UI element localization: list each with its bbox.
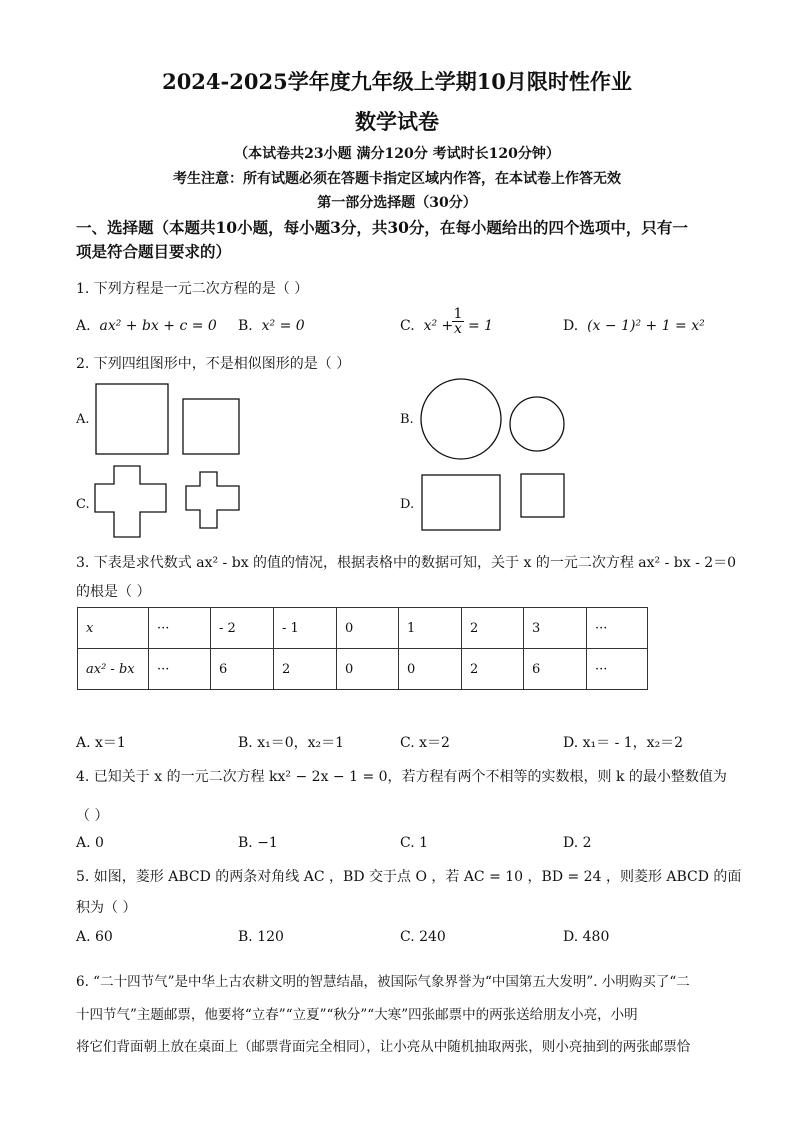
table-cell: 2 xyxy=(462,649,524,690)
q4-stem-line1: 4. 已知关于 x 的一元二次方程 kx² − 2x − 1 = 0，若方程有两个不相等的实数根，则 k 的最小整数值为 xyxy=(76,769,727,785)
q2-label-c: C. xyxy=(76,497,90,512)
rectangle-shape xyxy=(422,475,500,530)
q1-option-b: B. x² = 0 xyxy=(238,318,305,334)
table-cell: ··· xyxy=(149,649,211,690)
q1-option-a: A. ax² + bx + c = 0 xyxy=(76,318,217,334)
q1-option-d: D. (x − 1)² + 1 = x² xyxy=(563,318,705,334)
table-row xyxy=(78,608,648,649)
q2-label-d: D. xyxy=(400,497,415,512)
q5-stem-line2: 积为（ ） xyxy=(76,900,137,916)
q2-stem: 2. 下列四组图形中，不是相似图形的是（ ） xyxy=(76,356,351,372)
section-heading-line2: 项是符合题目要求的） xyxy=(76,242,232,261)
table-cell: ··· xyxy=(587,649,648,690)
q6-stem-line3: 将它们背面朝上放在桌面上（邮票背面完全相同），让小亮从中随机抽取两张，则小亮抽到的两张邮票恰 xyxy=(76,1039,691,1055)
table-cell: 6 xyxy=(524,649,587,690)
section-heading-line1: 一、选择题（本题共10小题，每小题3分，共30分，在每小题给出的四个选项中，只有一 xyxy=(76,218,688,237)
small-square-shape xyxy=(183,399,239,454)
table-cell: 3 xyxy=(524,608,587,649)
q2-label-a: A. xyxy=(76,412,90,427)
q5-option-a: A. 60 xyxy=(76,929,113,945)
table-cell: - 1 xyxy=(274,608,337,649)
q2-figures xyxy=(0,0,794,560)
q3-option-c: C. x＝2 xyxy=(400,735,450,751)
large-circle-shape xyxy=(421,379,501,459)
table-cell: 2 xyxy=(274,649,337,690)
q3-option-b: B. x₁＝0，x₂＝1 xyxy=(238,735,345,751)
large-square-shape xyxy=(96,384,168,454)
table-cell: 0 xyxy=(399,649,462,690)
q5-option-c: C. 240 xyxy=(400,929,446,945)
exam-notice: 考生注意：所有试题必须在答题卡指定区域内作答，在本试卷上作答无效 xyxy=(173,171,621,187)
q1-option-c-fraction: 1 x xyxy=(453,306,463,337)
table-cell: 1 xyxy=(399,608,462,649)
exam-info: （本试卷共23小题 满分120分 考试时长120分钟） xyxy=(234,146,560,162)
q4-option-c: C. 1 xyxy=(400,835,429,851)
q1-option-c: C. x² + xyxy=(400,318,454,334)
table-cell: 6 xyxy=(211,649,274,690)
q1-stem: 1. 下列方程是一元二次方程的是（ ） xyxy=(76,281,309,297)
q4-stem-line2: （ ） xyxy=(76,808,109,824)
q1-option-c-tail: = 1 xyxy=(468,318,494,334)
q3-stem-line1: 3. 下表是求代数式 ax² - bx 的值的情况，根据表格中的数据可知，关于 x 的一元二次方程 ax² - bx - 2＝0 xyxy=(76,555,737,571)
q3-stem-line2: 的根是（ ） xyxy=(76,584,151,600)
table-cell: ··· xyxy=(149,608,211,649)
q6-stem-line2: 十四节气”主题邮票，他要将“立春”“立夏”“秋分”“大寒”四张邮票中的两张送给朋友小亮，小明 xyxy=(76,1007,638,1023)
q3-option-a: A. x＝1 xyxy=(76,735,126,751)
q3-option-d: D. x₁＝ - 1，x₂＝2 xyxy=(563,735,684,751)
q4-option-a: A. 0 xyxy=(76,835,104,851)
exam-title: 2024-2025学年度九年级上学期10月限时性作业 xyxy=(162,69,632,94)
small-square-shape-d xyxy=(521,474,564,517)
table-cell: ax² - bx xyxy=(78,649,149,690)
part-one-heading: 第一部分选择题（30分） xyxy=(317,195,477,211)
table-cell: ··· xyxy=(587,608,648,649)
q5-option-d: D. 480 xyxy=(563,929,610,945)
large-cross-shape xyxy=(95,466,166,537)
table-cell: 2 xyxy=(462,608,524,649)
table-row xyxy=(78,649,648,690)
q6-stem-line1: 6. “二十四节气”是中华上古农耕文明的智慧结晶，被国际气象界誉为“中国第五大发明”. 小明购买了“二 xyxy=(76,974,690,990)
table-cell: x xyxy=(78,608,149,649)
q2-label-b: B. xyxy=(400,412,414,427)
q4-option-b: B. −1 xyxy=(238,835,278,851)
table-cell: - 2 xyxy=(211,608,274,649)
q4-option-d: D. 2 xyxy=(563,835,592,851)
small-cross-shape xyxy=(186,472,239,528)
q5-option-b: B. 120 xyxy=(238,929,284,945)
table-cell: 0 xyxy=(337,608,399,649)
exam-subject: 数学试卷 xyxy=(355,109,439,134)
table-cell: 0 xyxy=(337,649,399,690)
small-circle-shape xyxy=(510,397,564,451)
q3-value-table xyxy=(77,607,648,690)
q5-stem-line1: 5. 如图，菱形 ABCD 的两条对角线 AC ，BD 交于点 O ，若 AC = 10 ，BD = 24 ，则菱形 ABCD 的面 xyxy=(76,869,742,885)
